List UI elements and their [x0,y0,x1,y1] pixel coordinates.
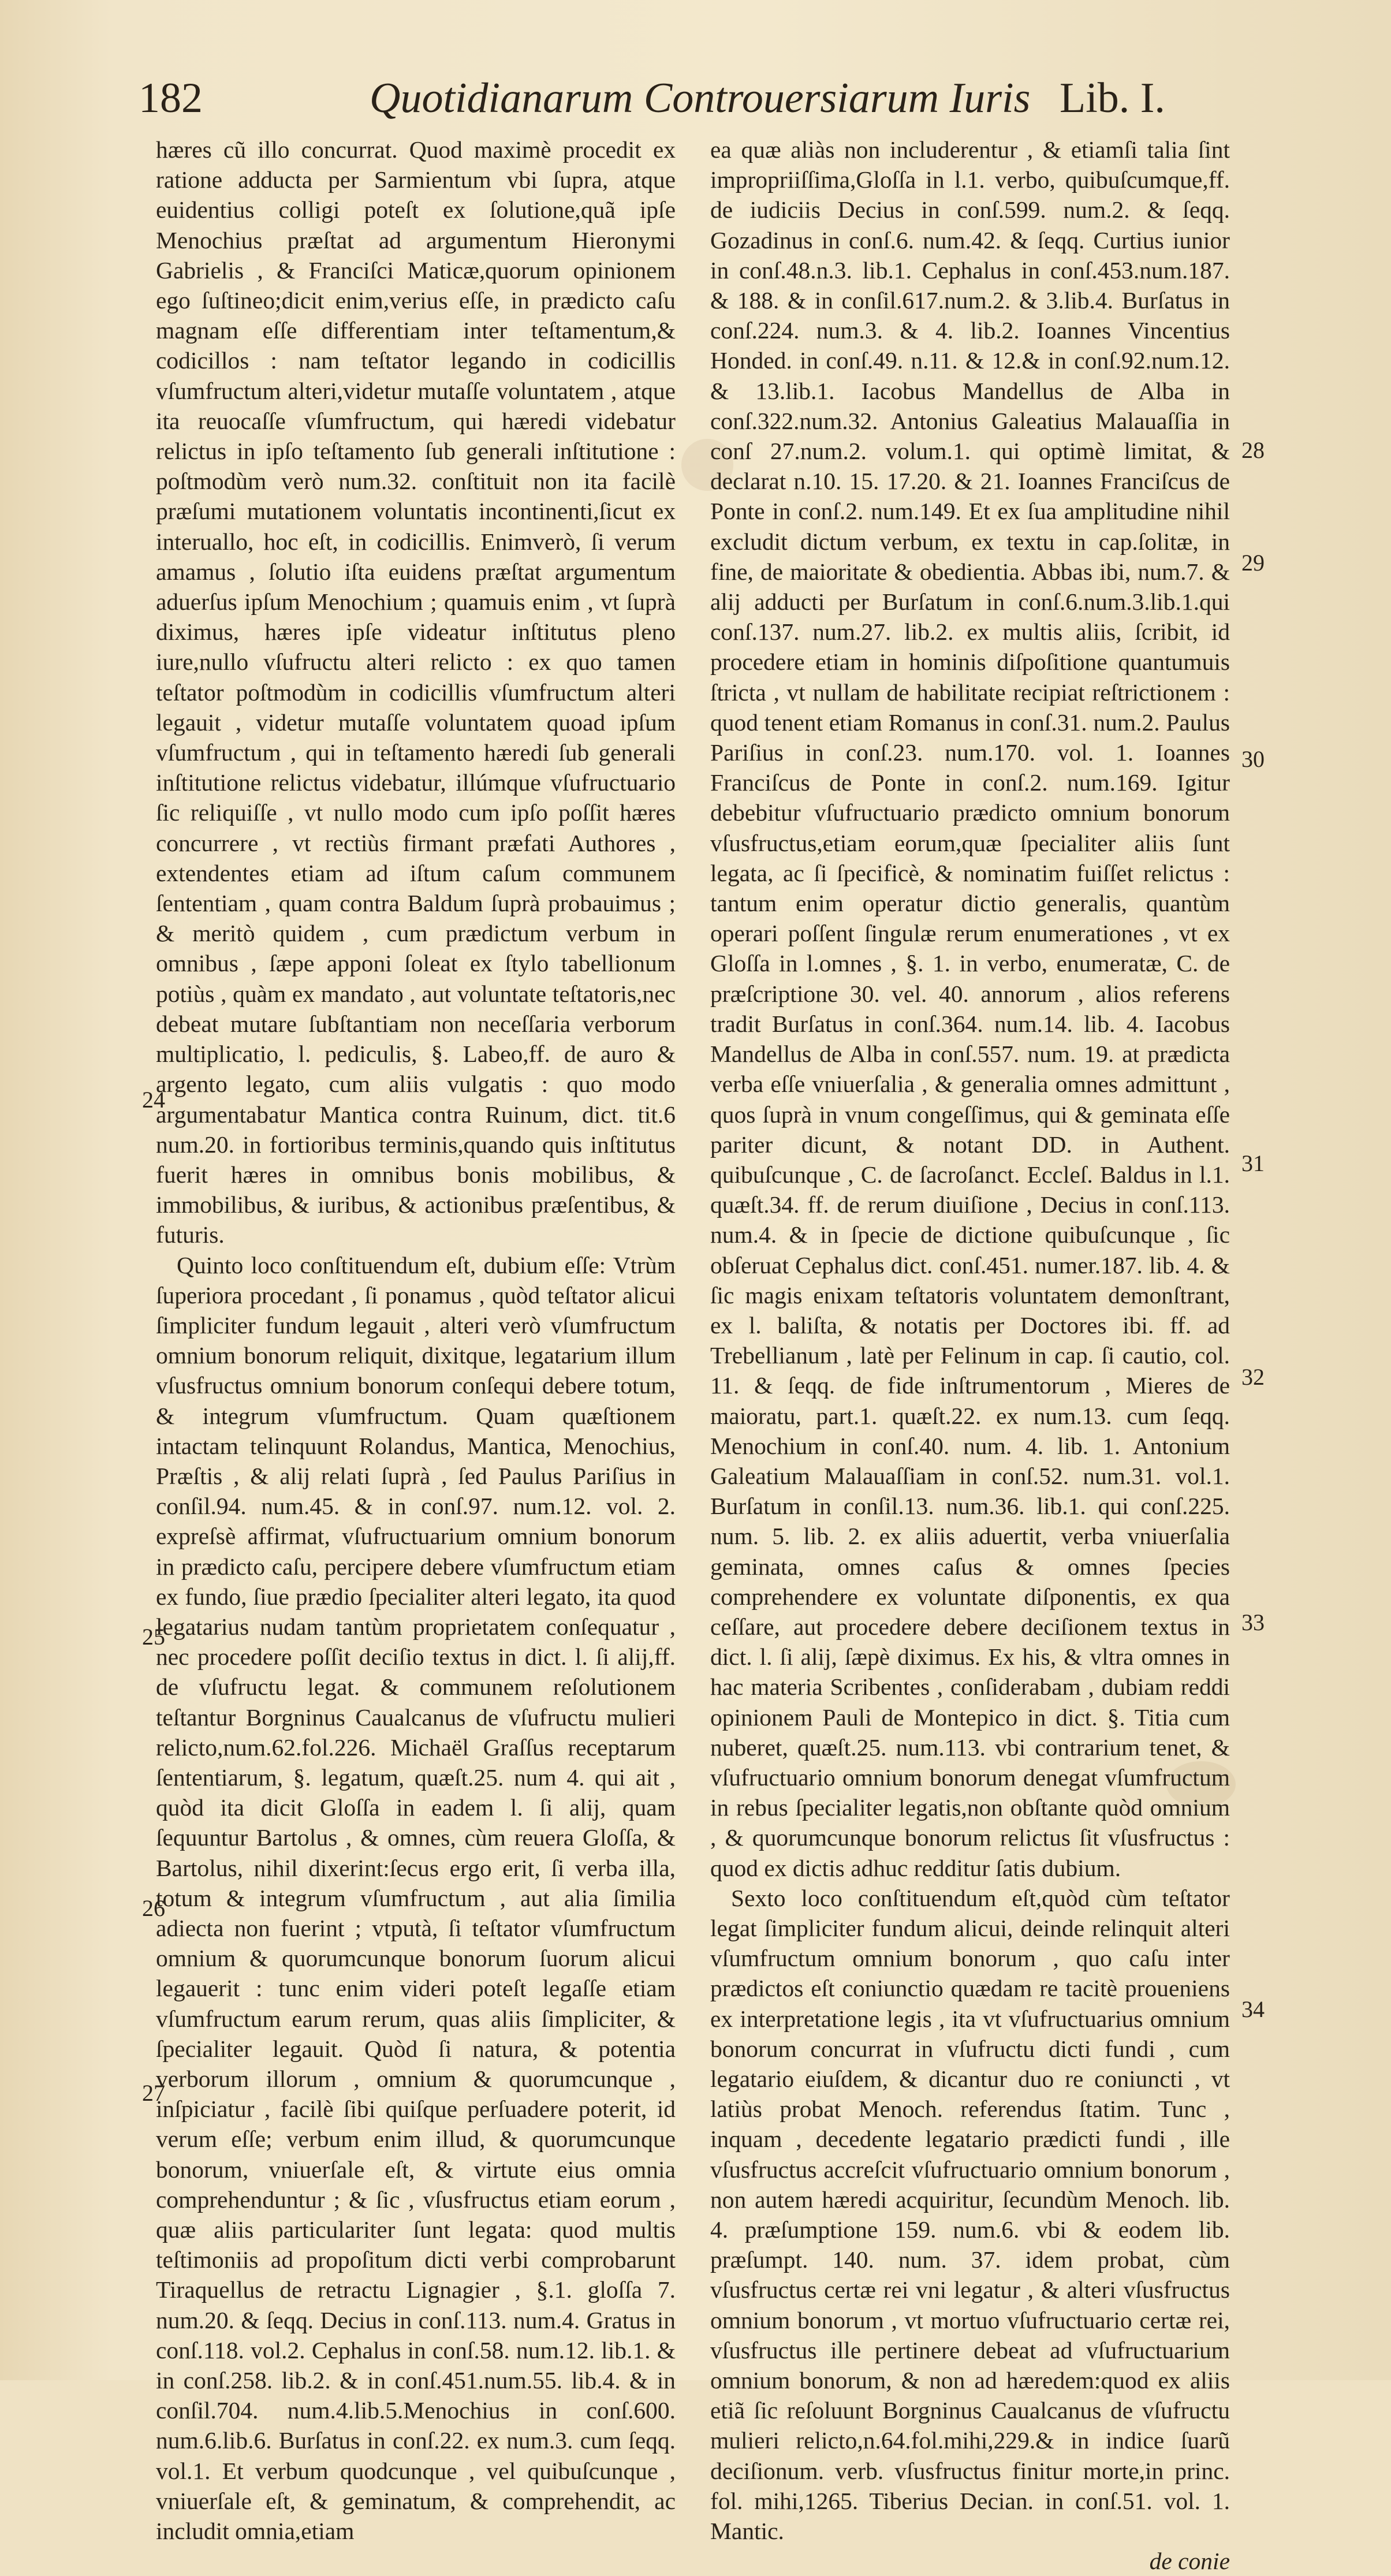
paragraph: Sexto loco conſtituendum eſt,quòd cùm teſtator legat ſimpliciter fundum alicui, deinde relinquit alteri vſumfructum omnium bonorum , quo caſu inter prædictos eſt coniunctio quædam re tacitè proueniens ex interpretatione legis , ita vt vſufructuarius omnium bonorum concurrat in vſufructu dicti fundi , cum legatario eiuſdem, & dicantur duo re coniuncti , vt latiùs probat Menoch. referendus ſtatim. Tunc , inquam , decedente legatario prædicti fundi , ille vſusfructus accreſcit vſufructuario omnium bonorum , non autem hæredi acquiritur, ſecundùm Menoch. lib. 4. præſumptione 159. num.6. vbi & eodem lib. præſumpt. 140. num. 37. idem probat, cùm vſusfructus certæ rei vni legatur , & alteri vſusfructus omnium bonorum , vt mortuo vſufructuario certæ rei, vſusfructus ille pertinere debeat ad vſufructuarium omnium bonorum, & non ad hæredem:quod ex aliis etiã ſic reſoluunt Borgninus Caualcanus de vſufructu mulieri relicto,n.64.fol.mihi,229.& in indice ſuarũ deciſionum. verb. vſusfructus finitur morte,in princ. fol. mihi,1265. Tiberius Decian. in conſ.51. vol. 1. Mantic. [710,1884,1230,2545]
margin-number: 25 [142,1624,165,1650]
margin-number: 26 [142,1895,165,1921]
margin-number: 31 [1241,1150,1265,1176]
margin-number: 32 [1241,1364,1265,1390]
margin-number: 28 [1241,437,1265,463]
book-label: Lib. I. [1060,74,1165,122]
margin-number: 34 [1241,1996,1265,2022]
right-column [710,135,1230,2575]
paragraph: ea quæ aliàs non includerentur , & etiamſi talia ſint impropriiſſima,Gloſſa in l.1. verbo, quibuſcumque,ff. de iudiciis Decius in conſ.599. num.2. & ſeqq. Gozadinus in conſ.6. num.42. & ſeqq. Curtius iunior in conſ.48.n.3. lib.1. Cephalus in conſ.453.num.187. & 188. & in conſil.617.num.2. & 3.lib.4. Burſatus in conſ.224. num.3. & 4. lib.2. Ioannes Vincentius Honded. in conſ.49. n.11. & 12.& in conſ.92.num.12. & 13.lib.1. Iacobus Mandellus de Alba in conſ.322.num.32. Antonius Galeatius Malauaſſia in conſ 27.num.2. volum.1. qui optimè limitat, & declarat n.10. 15. 17.20. & 21. Ioannes Franciſcus de Ponte in conſ.2. num.149. Et ex ſua amplitudine nihil excludit dictum verbum, ex textu in cap.ſolitæ, in fine, de maioritate & obedientia. Abbas ibi, num.7. & alij adducti per Burſatum in conſ.6.num.3.lib.1.qui conſ.137. num.27. lib.2. ex multis aliis, ſcribit, id procedere etiam in hominis diſpoſitione quantumuis ſtricta , vt nullam de habilitate recipiat reſtrictionem : quod tenent etiam Romanus in conſ.31. num.2. Paulus Pariſius in conſ.23. num.170. vol. 1. Ioannes Franciſcus de Ponte in conſ.2. num.169. Igitur debebitur vſufructuario prædicto omnium bonorum vſusfructus,etiam eorum,quæ ſpecialiter aliis ſunt legata, ac ſi ſpecificè, & nominatim fuiſſet relictus : tantum enim operatur dictio generalis, quantùm operari poſſent ſingulæ rerum enumerationes , vt ex Gloſſa in l.omnes , §. 1. in verbo, enumeratæ, C. de præſcriptione 30. vel. 40. annorum , alios referens tradit Burſatus in conſ.364. num.14. lib. 4. Iacobus Mandellus de Alba in conſ.557. num. 19. at prædicta verba eſſe vniuerſalia , & generalia omnes admittunt , quos ſuprà in vnum congeſſimus, qui & geminata eſſe pariter dicunt, & notant DD. in Authent. quibuſcunque , C. de ſacroſanct. Eccleſ. Baldus in l.1. quæſt.34. ff. de rerum diuiſione , Decius in conſ.113. num.4. & in ſpecie de dictione quibuſcunque , ſic obſeruat Cephalus dict. conſ.451. numer.187. lib. 4. & ſic magis enixam teſtatoris voluntatem demonſtrant, ex l. baliſta, & notatis per Doctores ibi. ff. ad Trebellianum , latè per Felinum in cap. ſi cautio, col. 11. & ſeqq. de fide inſtrumentorum , Mieres de maioratu, part.1. quæſt.22. ex num.13. cum ſeqq. Menochium in conſ.40. num. 4. lib. 1. Antonium Galeatium Malauaſſiam in conſ.52. num.31. vol.1. Burſatum in conſil.13. num.36. lib.1. qui conſ.225. num. 5. lib. 2. ex aliis aduertit, verba vniuerſalia geminata, omnes caſus & omnes ſpecies comprehendere ex voluntate diſponentis, ex qua ceſſare, aut procedere debere deciſionem textus in dict. l. ſi alij, ſæpè diximus. Ex his, & vltra omnes in hac materia Scribentes , conſiderabam , dubiam reddi opinionem Pauli de Montepico in dict. §. Titia cum nuberet, quæſt.25. num.113. vbi contrarium tenet, & vſufructuario omnium bonorum denegat vſumfructum in rebus ſpecialiter legatis,non obſtante quòd omnium , & quorumcunque bonorum relictus ſit vſusfructus : quod ex dictis adhuc redditur ſatis dubium. [710,136,1230,1881]
paragraph: Quinto loco conſtituendum eſt, dubium eſſe: Vtrùm ſuperiora procedant , ſi ponamus , quòd teſtator alicui ſimpliciter fundum legauit , alteri verò vſumfructum omnium bonorum reliquit, dixitque, legatarium illum vſusfructus omnium bonorum conſequi debere totum, & integrum vſumfructum. Quam quæſtionem intactam telinquunt Rolandus, Mantica, Menochius, Præſtis , & alij relati ſuprà , ſed Paulus Pariſius in conſil.94. num.45. & in conſ.97. num.12. vol. 2. expreſsè affirmat, vſufructuarium omnium bonorum in prædicto caſu, percipere debere vſumfructum etiam ex fundo, ſiue prædio ſpecialiter alteri legato, ita quod legatarius nudam tantùm proprietatem conſequatur , nec procedere poſſit deciſio textus in dict. l. ſi alij,ff. de vſufructu legat. & communem reſolutionem teſtantur Borgninus Caualcanus de vſufructu mulieri relicto,num.62.fol.226. Michaël Graſſus receptarum ſententiarum, §. legatum, quæſt.25. num 4. qui ait , quòd ita dicit Gloſſa in eadem l. ſi alij, quam ſequuntur Bartolus , & omnes, cùm reuera Gloſſa, & Bartolus, nihil dixerint:ſecus ergo erit, ſi verba illa, totum & integrum vſumfructum , aut alia ſimilia adiecta non fuerint ; vtputà, ſi teſtator vſumfructum omnium & quorumcunque bonorum ſuorum alicui legauerit : tunc enim videri poteſt legaſſe etiam vſumfructum earum rerum, quas aliis ſimpliciter, & ſpecialiter legauit. Quòd ſi natura, & potentia verborum illorum , omnium & quorumcunque , inſpiciatur , facilè ſibi quiſque perſuadere poterit, id verum eſſe; verbum enim illud, & quorumcunque bonorum, vniuerſale eſt, & virtute eius omnia comprehenduntur ; & ſic , vſusfructus etiam eorum , quæ aliis particulariter ſunt legata: quod multis teſtimoniis ad propoſitum dicti verbi comprobarunt Tiraquellus de retractu Lignagier , §.1. gloſſa 7. num.20. & ſeqq. Decius in conſ.113. num.4. Gratus in conſ.118. vol.2. Cephalus in conſ.58. num.12. lib.1. & in conſ.258. lib.2. & in conſ.451.num.55. lib.4. & in conſil.704. num.4.lib.5.Menochius in conſ.600. num.6.lib.6. Burſatus in conſ.22. ex num.3. cum ſeqq. vol.1. Et verbum quodcunque , vel quibuſcunque , vniuerſale eſt, & geminatum, & comprehendit, ac includit omnia,etiam [156,1251,676,2545]
margin-number: 24 [142,1087,165,1113]
margin-number: 30 [1241,746,1265,772]
running-title: Quotidianarum Controuersiarum Iuris [370,74,1031,122]
catchword: de conie [1149,2548,1230,2575]
running-header [139,74,1236,132]
page-number: 182 [139,74,203,122]
margin-number: 33 [1241,1609,1265,1635]
margin-number: 27 [142,2080,165,2106]
paragraph: hæres cũ illo concurrat. Quod maximè procedit ex ratione adducta per Sarmientum vbi ſupra, atque euidentius colligi poteſt ex ſolutione,quã ipſe Menochius præſtat ad argumentum Hieronymi Gabrielis , & Franciſci Maticæ,quorum opinionem ego ſuſtineo;dicit enim,verius eſſe, in prædicto caſu magnam eſſe differentiam inter teſtamentum,& codicillos : nam teſtator legando in codicillis vſumfructum alteri,videtur mutaſſe voluntatem , atque ita reuocaſſe vſumfructum, qui hæredi videbatur relictus in ipſo teſtamento ſub generali inſtitutione : poſtmodùm verò num.32. conſtituit non ita facilè præſumi mutationem voluntatis incontinenti,ſicut ex interuallo, hoc eſt, in codicillis. Enimverò, ſi verum amamus , ſolutio iſta euidens præſtat argumentum aduerſus ipſum Menochium ; quamuis enim , vt ſuprà diximus, hæres ipſe videatur inſtitutus pleno iure,nullo vſufructu alteri relicto : ex quo tamen teſtator poſtmodùm in codicillis vſumfructum alteri legauit , videtur mutaſſe voluntatem quoad ipſum vſumfructum , qui in teſtamento hæredi ſub generali inſtitutione relictus videbatur, illúmque vſufructuario ſic reliquiſſe , vt nullo modo cum ipſo poſſit hæres concurrere , vt rectiùs firmant præfati Authores , extendentes etiam ad iſtum caſum communem ſententiam , quam contra Baldum ſuprà probauimus ; & meritò quidem , cum prædictum verbum in omnibus , ſæpe apponi ſoleat ex ſtylo tabellionum potiùs , quàm ex mandato , aut voluntate teſtatoris,nec debeat mutare ſubſtantiam non neceſſaria verborum multiplicatio, l. pediculis, §. Labeo,ff. de auro & argento legato, cum aliis vulgatis : quo modo argumentabatur Mantica contra Ruinum, dict. tit.6 num.20. in fortioribus terminis,quando quis inſtitutus fuerit hæres in omnibus bonis mobilibus, & immobilibus, & iuribus, & actionibus præſentibus, & futuris. [156,136,676,1248]
left-column [156,135,676,2545]
margin-number: 29 [1241,550,1265,576]
